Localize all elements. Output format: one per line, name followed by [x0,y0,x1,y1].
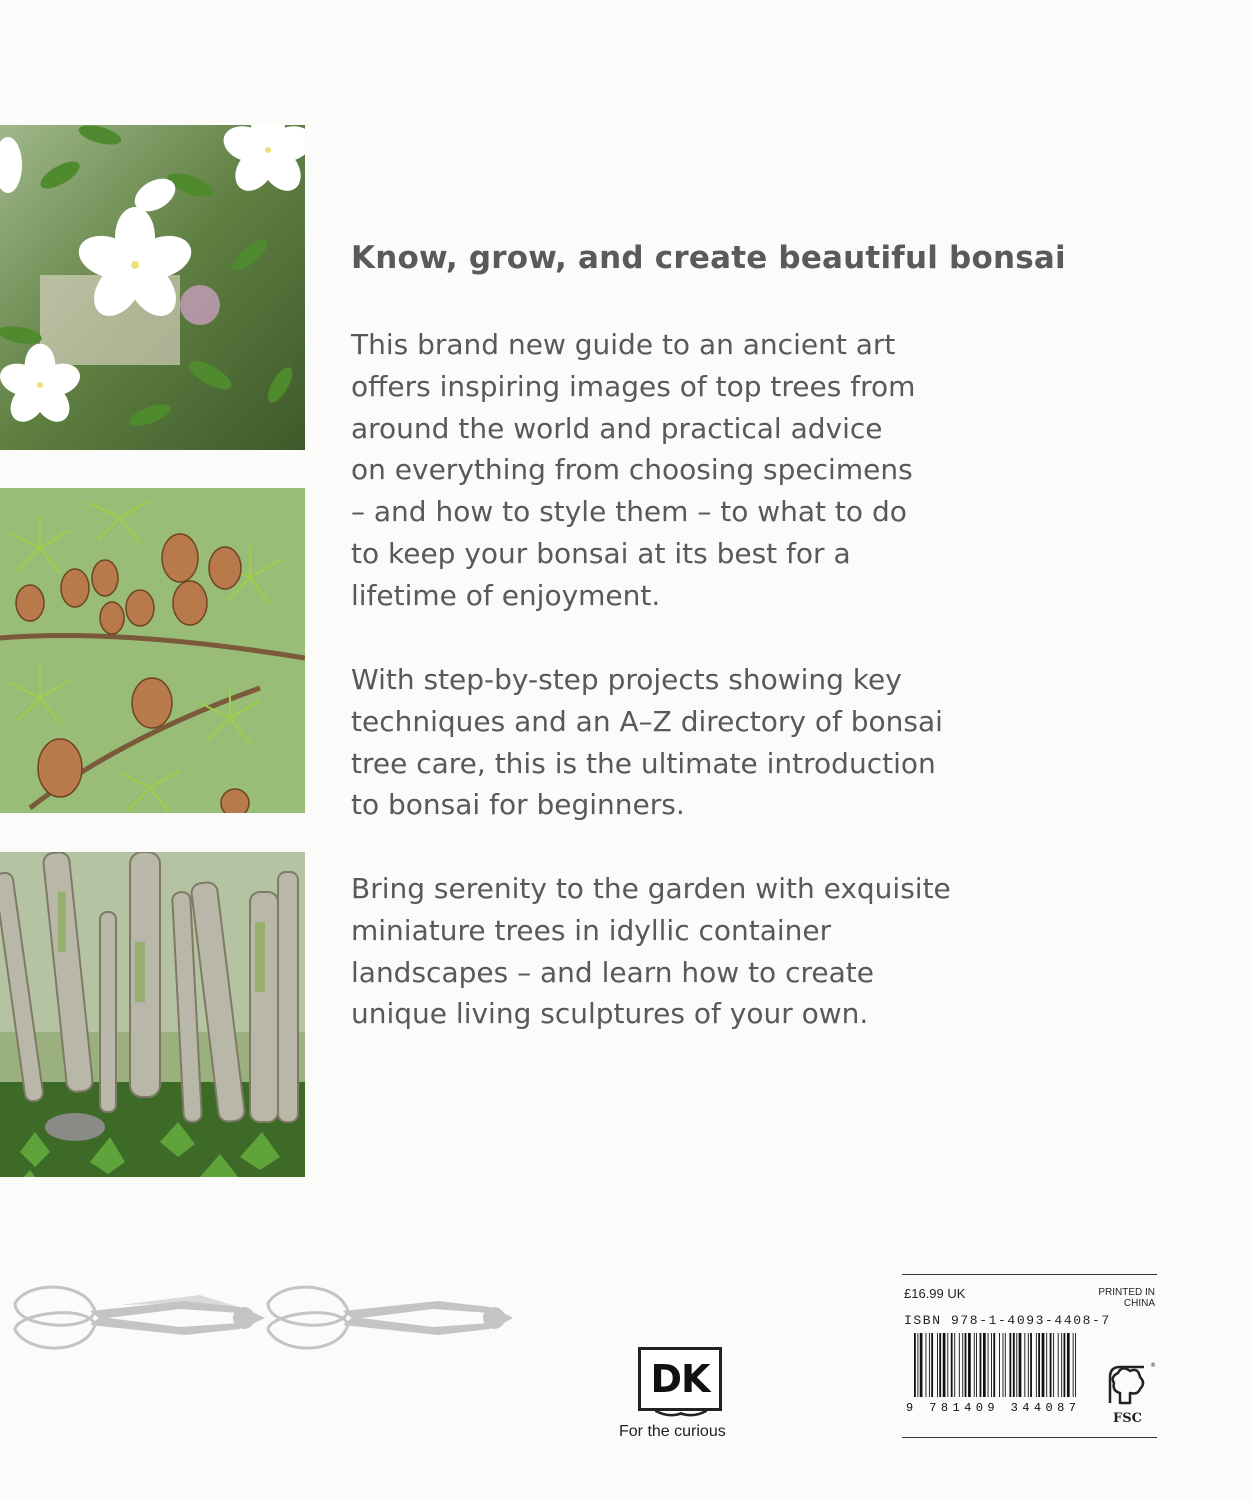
barcode-bar [937,1333,938,1397]
barcode-bar [1073,1333,1074,1397]
scissors-icon [268,1287,347,1348]
barcode-bar [947,1333,948,1397]
headline: Know, grow, and create beautiful bonsai [351,240,1066,276]
scissors-icon [15,1287,94,1348]
bonsai-scissors-decoration [10,1275,515,1360]
barcode-bar [926,1333,927,1397]
isbn-label: ISBN 978-1-4093-4408-7 [904,1313,1111,1328]
barcode-bar [920,1333,923,1397]
closing-paragraph: Bring serenity to the garden with exquisite miniature trees in idyllic container landscapes – and learn how to create unique living sculptures of your own. [351,872,951,1031]
barcode-bar [1038,1333,1040,1397]
description-paragraph: This brand new guide to an ancient art offers inspiring images of top trees from around the world and practical advice on everything from choosing specimens – and how to style them – to what to do to keep your bonsai at its best for a lifetime of enjoyment. [351,328,916,612]
svg-text:®: ® [1150,1362,1156,1369]
barcode-bar [962,1333,963,1397]
barcode-bar [1058,1333,1059,1397]
dk-logo-text: DK [650,1357,710,1401]
barcode-bar [988,1333,989,1397]
barcode-bar [1061,1333,1062,1397]
barcode-bar [931,1333,933,1397]
barcode-bar [939,1333,941,1397]
barcode-panel [902,1274,1157,1438]
white-azalea-blossoms-photo [0,125,305,450]
barcode-bar [983,1333,986,1397]
barcode-bar [1009,1333,1011,1397]
barcode-bar [1028,1333,1029,1397]
barcode-bar [929,1333,930,1397]
barcode-bar [1050,1333,1052,1397]
printed-in-label: PRINTED IN CHINA [1098,1287,1155,1309]
forest-photo-art [0,852,305,1177]
larch-cones-photo [0,488,305,813]
open-book-icon [655,1409,707,1417]
barcode-bar [965,1333,967,1397]
barcode-bar [980,1333,982,1397]
barcode-bar [1019,1333,1022,1397]
barcode-bar [914,1333,916,1397]
barcode-bar [993,1333,995,1397]
dk-logo [638,1347,722,1411]
barcode-bar [1046,1333,1047,1397]
barcode-bar [1003,1333,1004,1397]
barcode-bar [1030,1333,1032,1397]
barcode-bar [991,1333,992,1397]
barcode-bar [1075,1333,1076,1397]
maple-forest-bonsai-photo [0,852,305,1177]
barcode-bar [954,1333,955,1397]
barcode-bar [1067,1333,1070,1397]
fsc-label: FSC [1113,1411,1142,1426]
barcode-bar [1053,1333,1054,1397]
barcode-bar [1036,1333,1037,1397]
barcode-bar [951,1333,953,1397]
barcode-bar [943,1333,946,1397]
barcode-bar [1013,1333,1015,1397]
barcode-bar [976,1333,977,1397]
barcode-bar [1005,1333,1006,1397]
barcode-bar [999,1333,1000,1397]
barcode-bar [1016,1333,1017,1397]
barcode-digits: 9 781409 344087 [906,1401,1076,1413]
barcode-bar [959,1333,960,1397]
barcode-bar [974,1333,975,1397]
barcode-bar [917,1333,918,1397]
barcode-bar [1064,1333,1066,1397]
features-paragraph: With step-by-step projects showing key techniques and an A–Z directory of bonsai tree care, this is the ultimate introduction to bonsai for beginners. [351,663,943,822]
barcode-bar [968,1333,971,1397]
publisher-tagline: For the curious [619,1423,726,1440]
azalea-photo-art [0,125,305,450]
price-label: £16.99 UK [904,1286,966,1301]
larch-photo-art [0,488,305,813]
barcode-bar [1024,1333,1025,1397]
barcode-bar [1042,1333,1045,1397]
barcode [902,1333,1080,1413]
